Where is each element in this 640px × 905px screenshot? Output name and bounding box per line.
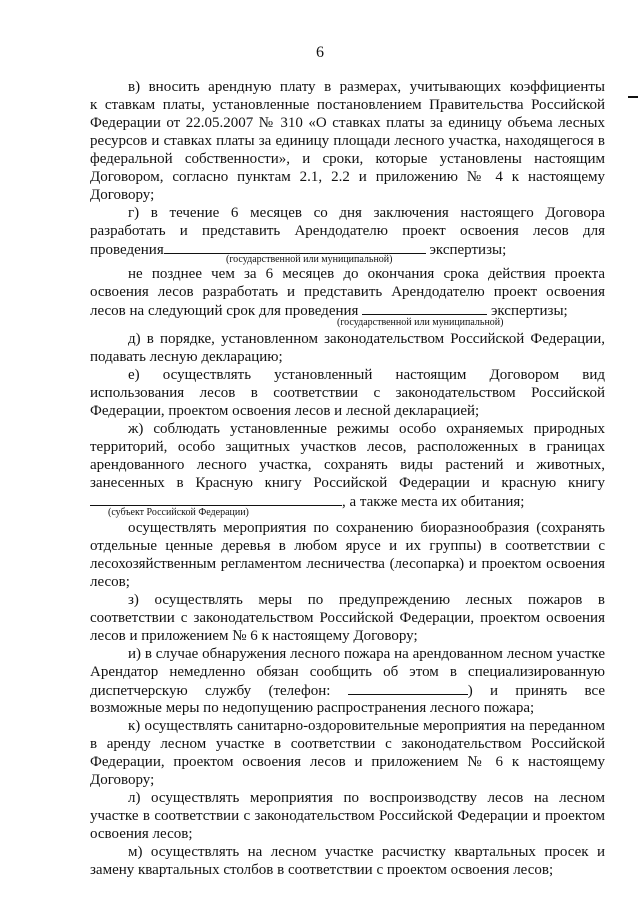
text-line-with-blank: [90, 682, 605, 700]
blank-field: [362, 302, 487, 315]
text-line: территорий, особо защитных участков лесов, расположенных в границах: [90, 439, 605, 455]
text-line: м) осуществлять на лесном участке расчистку квартальных просек и: [128, 844, 605, 860]
text-line: в) вносить арендную плату в размерах, учитывающих коэффициенты: [128, 79, 605, 95]
text-line: г) в течение 6 месяцев со дня заключения настоящего Договора: [128, 205, 605, 221]
text-line: к) осуществлять санитарно-оздоровительные мероприятия на переданном: [128, 718, 605, 734]
text-line: в аренду лесном участке в соответствии с законодательством Российской: [90, 736, 605, 752]
text-line: осуществлять мероприятия по сохранению биоразнообразия (сохранять: [128, 520, 605, 536]
text-line: освоения лесов;: [90, 826, 193, 842]
text-line: лесов и приложением № 6 к настоящему Договору;: [90, 628, 418, 644]
text-line: участке в соответствии с законодательством Российской Федерации и проектом: [90, 808, 605, 824]
text-fragment: диспетчерскую службу (телефон:: [90, 683, 331, 699]
blank-field: [90, 493, 342, 506]
text-line: лесохозяйственным регламентом лесничества (лесопарка) и проектом освоения: [90, 556, 605, 572]
footnote-label: (субъект Российской Федерации): [108, 507, 249, 518]
text-line: не позднее чем за 6 месяцев до окончания срока действия проекта: [128, 266, 605, 282]
text-line: Федерации, проектом освоения лесов и лесной декларацией;: [90, 403, 480, 419]
text-fragment: проведения: [90, 242, 164, 258]
text-line: з) осуществлять меры по предупреждению лесных пожаров в: [128, 592, 605, 608]
text-line: к ставкам платы, установленные постановлением Правительства Российской: [90, 97, 605, 113]
text-line: отдельные ценные деревья в любом ярусе и их группы) в соответствии с: [90, 538, 605, 554]
text-line: Федерации от 22.05.2007 № 310 «О ставках платы за единицу объема лесных: [90, 115, 605, 131]
text-line: Федерации, проектом освоения лесов и приложением № 6 к настоящему: [90, 754, 605, 770]
text-line: соответствии с законодательством Российской Федерации, проектом освоения: [90, 610, 605, 626]
footnote-label: (государственной или муниципальной): [226, 254, 393, 265]
text-line: л) осуществлять мероприятия по воспроизводству лесов на лесном: [128, 790, 605, 806]
text-line: д) в порядке, установленном законодательством Российской Федерации,: [128, 331, 605, 347]
margin-mark: [628, 96, 638, 98]
text-fragment: , а также места их обитания;: [342, 494, 525, 510]
text-line: замену квартальных столбов в соответствии с проектом освоения лесов;: [90, 862, 554, 878]
text-line: Договору;: [90, 772, 155, 788]
text-line: Договором, согласно пунктам 2.1, 2.2 и приложению № 4 к настоящему: [90, 169, 605, 185]
text-line: лесов;: [90, 574, 130, 590]
text-line: Арендатор немедленно обязан сообщить об этом в специализированную: [90, 664, 605, 680]
footnote-label: (государственной или муниципальной): [337, 317, 504, 328]
text-line: Договору;: [90, 187, 155, 203]
text-line: освоения лесов разработать и представить Арендодателю проект освоения: [90, 284, 605, 300]
text-line: подавать лесную декларацию;: [90, 349, 283, 365]
text-line: федеральной собственности», и сроки, которые установлены настоящим: [90, 151, 605, 167]
text-line: использования лесов в соответствии с законодательством Российской: [90, 385, 605, 401]
blank-field: [164, 241, 426, 254]
text-line: возможные меры по недопущению распространения лесного пожара;: [90, 700, 535, 716]
text-line: разработать и представить Арендодателю проект освоения лесов для: [90, 223, 605, 239]
text-fragment: ) и принять все: [467, 683, 605, 699]
page-number: 6: [316, 44, 324, 61]
text-line: ж) соблюдать установленные режимы особо охраняемых природных: [128, 421, 605, 437]
text-fragment: экспертизы;: [429, 242, 507, 258]
text-line: и) в случае обнаружения лесного пожара на арендованном лесном участке: [128, 646, 605, 662]
text-fragment: экспертизы;: [490, 303, 568, 319]
text-line: арендованного лесного участка, сохранять виды растений и животных,: [90, 457, 605, 473]
text-line: занесенных в Красную книгу Российской Федерации и красную книгу: [90, 475, 605, 491]
text-line: е) осуществлять установленный настоящим Договором вид: [128, 367, 605, 383]
text-fragment: лесов на следующий срок для проведения: [90, 303, 359, 319]
blank-field: [348, 682, 468, 695]
text-line: ресурсов и ставках платы за единицу площади лесного участка, находящегося в: [90, 133, 605, 149]
